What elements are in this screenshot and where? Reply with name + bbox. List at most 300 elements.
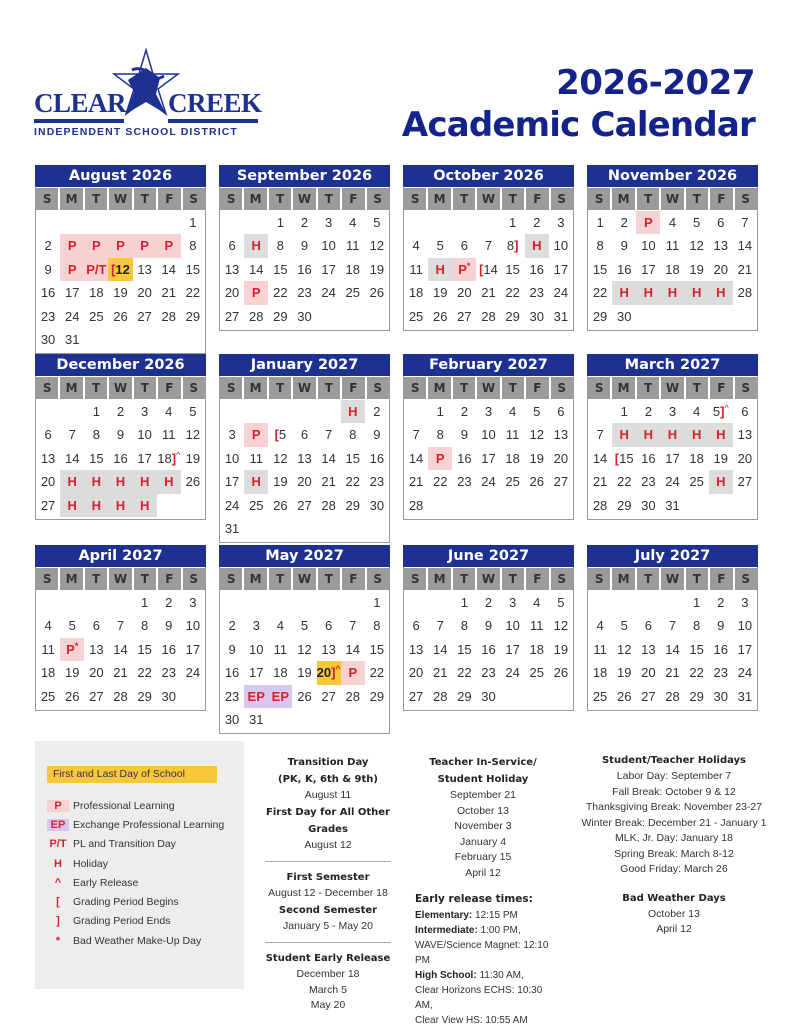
- day-cell: [549, 447, 573, 470]
- empty-day-cell: [244, 517, 268, 540]
- holiday-item: Fall Break: October 9 & 12: [612, 785, 736, 798]
- day-value: 19: [432, 285, 448, 301]
- day-value: 23: [641, 474, 656, 490]
- day-value: 30: [481, 688, 496, 704]
- day-cell: [108, 494, 132, 517]
- transition-day-grades: (PK, K, 6th & 9th): [278, 774, 378, 785]
- day-cell: [428, 447, 452, 470]
- day-value: 4: [693, 404, 701, 419]
- empty-day-cell: [84, 211, 108, 234]
- day-value: 18: [157, 450, 172, 466]
- day-cell: [181, 661, 205, 684]
- day-value: 13: [321, 641, 336, 657]
- weekday-label: T: [502, 377, 524, 399]
- empty-day-cell: [157, 211, 181, 234]
- day-cell: [612, 661, 636, 684]
- day-value: 1: [460, 595, 468, 610]
- day-cell: [181, 258, 205, 281]
- holiday-item: Winter Break: December 21 - January 1: [581, 816, 767, 829]
- day-cell: [157, 400, 181, 423]
- day-cell: [501, 400, 525, 423]
- day-value: 2: [460, 404, 468, 419]
- day-cell: [452, 234, 476, 257]
- empty-day-cell: [268, 591, 292, 614]
- day-cell: [549, 470, 573, 493]
- weekday-label: T: [269, 188, 291, 210]
- day-value: 31: [248, 711, 264, 727]
- logo-rule-right: [168, 119, 258, 123]
- day-value: 2: [373, 404, 381, 419]
- day-value: 19: [113, 285, 128, 301]
- day-value: H: [691, 285, 702, 301]
- day-value: 15: [689, 641, 704, 657]
- day-value: 27: [641, 688, 656, 704]
- day-value: 7: [596, 427, 604, 443]
- day-value: P: [67, 261, 77, 277]
- weekday-label: W: [293, 568, 315, 590]
- week-row: [404, 494, 573, 517]
- day-value: 1: [373, 595, 381, 610]
- legend-item: [47, 815, 224, 834]
- day-value: 10: [553, 238, 569, 254]
- day-cell: [341, 661, 365, 684]
- day-value: 13: [713, 238, 728, 254]
- day-value: 18: [689, 450, 704, 466]
- day-value: 18: [408, 285, 424, 301]
- day-cell: [220, 447, 244, 470]
- day-cell: [525, 638, 549, 661]
- day-value: 1: [276, 215, 284, 230]
- day-value: 1: [189, 215, 197, 230]
- week-row: [36, 470, 205, 493]
- day-value: 20: [457, 285, 472, 301]
- day-value: 22: [616, 474, 632, 490]
- legend-item: [47, 796, 224, 815]
- day-value: 29: [369, 688, 385, 704]
- day-value: 14: [161, 261, 176, 277]
- week-row: [404, 470, 573, 493]
- day-value: 19: [185, 450, 201, 466]
- empty-day-cell: [525, 685, 549, 708]
- day-value: 15: [505, 261, 520, 277]
- day-cell: [404, 661, 428, 684]
- day-cell: [636, 661, 660, 684]
- week-row: [36, 614, 205, 637]
- day-value: 14: [321, 450, 336, 466]
- weekday-label: T: [686, 377, 708, 399]
- day-cell: [636, 614, 660, 637]
- day-value: 12: [529, 427, 544, 443]
- day-cell: [157, 305, 181, 328]
- day-cell: [636, 447, 660, 470]
- second-semester-heading: Second Semester: [278, 904, 378, 916]
- day-cell: [525, 661, 549, 684]
- day-cell: [709, 685, 733, 708]
- day-cell: [268, 258, 292, 281]
- day-value: 22: [137, 665, 152, 681]
- day-cell: [157, 591, 181, 614]
- weekday-label: T: [85, 188, 107, 210]
- holiday-item: Spring Break: March 8-12: [614, 847, 734, 860]
- weekday-label: S: [551, 568, 573, 590]
- day-cell: [268, 638, 292, 661]
- day-cell: [588, 305, 612, 328]
- weekday-label: T: [269, 568, 291, 590]
- day-value: 5: [68, 618, 76, 634]
- day-cell: [341, 211, 365, 234]
- info-column-dates: [253, 754, 403, 1014]
- day-cell: [709, 211, 733, 234]
- day-cell: [36, 661, 60, 684]
- day-value: 25: [345, 285, 360, 301]
- day-value: 17: [64, 285, 80, 301]
- day-value: P: [458, 261, 467, 277]
- day-value: 20: [408, 665, 424, 681]
- weekday-label: T: [134, 568, 156, 590]
- first-day-heading: First Day for All Other: [266, 806, 390, 818]
- day-value: 10: [248, 641, 264, 657]
- day-cell: [588, 281, 612, 304]
- month-calendar: [403, 165, 574, 331]
- day-cell: [709, 614, 733, 637]
- day-cell: [36, 234, 60, 257]
- day-cell: [733, 447, 757, 470]
- day-cell: [476, 423, 500, 446]
- day-cell: [317, 494, 341, 517]
- day-cell: [660, 470, 684, 493]
- day-value: 11: [409, 261, 423, 277]
- month-title: March 2027: [587, 354, 758, 376]
- day-cell: [341, 685, 365, 708]
- inservice-date: November 3: [454, 820, 512, 832]
- weekday-label: W: [477, 377, 499, 399]
- day-value: 4: [165, 404, 173, 419]
- day-value: 17: [553, 261, 569, 277]
- day-value: H: [67, 474, 77, 490]
- day-cell: [501, 591, 525, 614]
- day-value: 16: [641, 450, 656, 466]
- day-value: 2: [228, 618, 236, 634]
- day-cell: [181, 447, 205, 470]
- day-value: 20: [553, 450, 569, 466]
- empty-day-cell: [341, 305, 365, 328]
- weekday-label: S: [183, 377, 205, 399]
- day-value: 15: [619, 450, 634, 466]
- day-value: H: [532, 238, 542, 254]
- day-cell: [404, 234, 428, 257]
- inservice-date: April 12: [465, 866, 501, 879]
- day-cell: [220, 423, 244, 446]
- day-value: 16: [457, 450, 472, 466]
- empty-day-cell: [108, 328, 132, 351]
- day-cell: [181, 281, 205, 304]
- day-cell: [317, 258, 341, 281]
- day-value: 23: [224, 688, 240, 704]
- week-row: [220, 211, 389, 234]
- month-calendar: [35, 354, 206, 520]
- day-value: 17: [481, 450, 496, 466]
- weekday-label: M: [244, 377, 266, 399]
- day-value: 11: [665, 238, 680, 254]
- day-cell: [404, 494, 428, 517]
- day-value: H: [251, 474, 261, 490]
- day-value: 12: [689, 238, 704, 254]
- day-value: 26: [529, 474, 544, 490]
- day-value: 17: [321, 261, 336, 277]
- weekday-label: W: [661, 377, 683, 399]
- month-calendar: [219, 165, 390, 331]
- day-value: 6: [741, 404, 749, 419]
- day-cell: [588, 423, 612, 446]
- week-row: [404, 591, 573, 614]
- day-cell: [733, 638, 757, 661]
- weekday-label: T: [134, 188, 156, 210]
- day-value: 11: [162, 427, 176, 443]
- weekday-label: M: [428, 568, 450, 590]
- weekday-label: W: [661, 188, 683, 210]
- day-value: 9: [484, 618, 493, 634]
- day-cell: [244, 423, 268, 446]
- legend-list: [47, 796, 224, 950]
- day-value: 27: [321, 688, 336, 704]
- day-cell: [108, 305, 132, 328]
- grading-period-ends-marker: ]: [331, 665, 336, 681]
- day-cell: [660, 400, 684, 423]
- day-cell: [157, 661, 181, 684]
- weekday-header-row: [220, 376, 389, 399]
- logo-subtitle: INDEPENDENT SCHOOL DISTRICT: [34, 126, 238, 138]
- day-cell: [476, 638, 500, 661]
- day-value: 18: [273, 665, 288, 681]
- legend-label: Grading Period Ends: [73, 915, 171, 928]
- day-value: 17: [505, 641, 520, 657]
- day-value: H: [67, 497, 77, 513]
- week-row: [220, 305, 389, 328]
- day-value: 1: [693, 595, 701, 610]
- day-cell: [157, 281, 181, 304]
- day-value: 29: [505, 308, 520, 324]
- day-value: 2: [44, 238, 52, 254]
- day-value: 12: [115, 261, 130, 277]
- day-value: 29: [345, 497, 360, 513]
- day-value: 20: [89, 665, 104, 681]
- weekday-label: T: [453, 377, 475, 399]
- day-value: H: [643, 427, 654, 443]
- day-value: 14: [483, 261, 498, 277]
- weekday-header-row: [588, 376, 757, 399]
- week-row: [588, 614, 757, 637]
- day-cell: [268, 614, 292, 637]
- day-cell: [404, 258, 428, 281]
- day-value: 3: [484, 404, 493, 419]
- day-value: 26: [273, 497, 288, 513]
- day-cell: [452, 305, 476, 328]
- day-value: 5: [557, 595, 565, 610]
- day-value: 11: [530, 618, 544, 634]
- weekday-label: T: [686, 188, 708, 210]
- week-row: [36, 591, 205, 614]
- weekday-header-row: [220, 567, 389, 590]
- weekday-label: T: [85, 377, 107, 399]
- week-row: [36, 328, 205, 351]
- day-value: 12: [185, 427, 201, 443]
- day-cell: [292, 494, 316, 517]
- day-cell: [317, 281, 341, 304]
- day-value: 2: [116, 404, 125, 419]
- day-cell: [36, 470, 60, 493]
- district-logo: [32, 48, 260, 140]
- day-cell: [244, 494, 268, 517]
- day-cell: [36, 258, 60, 281]
- day-value: 25: [408, 308, 424, 324]
- day-value: 4: [349, 215, 357, 230]
- day-cell: [452, 423, 476, 446]
- day-cell: [709, 591, 733, 614]
- day-cell: [244, 470, 268, 493]
- day-cell: [181, 614, 205, 637]
- empty-day-cell: [612, 591, 636, 614]
- day-value: 21: [592, 474, 608, 490]
- day-value: 21: [161, 285, 176, 301]
- day-value: 9: [165, 618, 173, 634]
- day-cell: [501, 258, 525, 281]
- day-value: 17: [137, 450, 152, 466]
- day-value: 26: [369, 285, 385, 301]
- day-value: 26: [64, 688, 80, 704]
- day-value: 10: [481, 427, 496, 443]
- day-value: 28: [113, 688, 128, 704]
- day-cell: [133, 661, 157, 684]
- day-value: 8: [141, 618, 149, 634]
- day-cell: [108, 638, 132, 661]
- day-cell: [588, 447, 612, 470]
- legend-label: Exchange Professional Learning: [73, 818, 225, 831]
- weekday-label: S: [404, 377, 426, 399]
- day-value: 10: [505, 618, 520, 634]
- day-value: 24: [665, 474, 680, 490]
- day-cell: [220, 614, 244, 637]
- empty-day-cell: [244, 591, 268, 614]
- weekday-label: F: [526, 568, 548, 590]
- day-cell: [452, 638, 476, 661]
- day-cell: [685, 281, 709, 304]
- day-value: 22: [432, 474, 448, 490]
- legend-item: [47, 835, 224, 854]
- day-cell: [612, 234, 636, 257]
- day-cell: [452, 281, 476, 304]
- day-cell: [636, 494, 660, 517]
- legend-key: P/T: [49, 838, 67, 851]
- day-value: 7: [484, 238, 493, 254]
- bad-weather-date: October 13: [648, 907, 700, 920]
- day-cell: [36, 328, 60, 351]
- empty-day-cell: [365, 517, 389, 540]
- day-value: 7: [349, 618, 357, 634]
- day-cell: [636, 400, 660, 423]
- legend-key: [: [56, 896, 60, 909]
- day-value: 7: [116, 618, 125, 634]
- day-value: 2: [300, 215, 309, 230]
- day-value: 1: [596, 215, 604, 230]
- day-cell: [60, 470, 84, 493]
- day-value: 10: [185, 618, 201, 634]
- empty-day-cell: [365, 305, 389, 328]
- day-cell: [84, 305, 108, 328]
- day-value: 30: [369, 497, 385, 513]
- day-value: 1: [620, 404, 628, 419]
- weekday-label: T: [134, 377, 156, 399]
- day-cell: [133, 234, 157, 257]
- weekday-label: T: [637, 568, 659, 590]
- empty-day-cell: [60, 591, 84, 614]
- day-value: 2: [644, 404, 652, 419]
- page-title: [402, 62, 755, 146]
- day-cell: [244, 708, 268, 731]
- day-value: 13: [641, 641, 656, 657]
- day-cell: [685, 258, 709, 281]
- day-value: 22: [592, 285, 608, 301]
- weekday-label: W: [293, 377, 315, 399]
- day-value: 25: [505, 474, 520, 490]
- legend-label: Professional Learning: [73, 799, 175, 812]
- day-cell: [84, 685, 108, 708]
- weekday-label: M: [244, 568, 266, 590]
- day-cell: [685, 234, 709, 257]
- month-title: April 2027: [35, 545, 206, 567]
- day-value: 3: [741, 595, 749, 610]
- empty-day-cell: [181, 685, 205, 708]
- day-value: 5: [693, 215, 701, 230]
- day-value: 6: [460, 238, 468, 254]
- legend-label: Grading Period Begins: [73, 896, 179, 909]
- day-value: 30: [641, 497, 656, 513]
- day-value: 14: [408, 450, 424, 466]
- week-row: [220, 591, 389, 614]
- month-calendar: [219, 545, 390, 734]
- day-value: 20: [713, 261, 728, 277]
- day-cell: [501, 305, 525, 328]
- holiday-item: Good Friday: March 26: [620, 863, 728, 875]
- week-row: [404, 400, 573, 423]
- week-row: [404, 614, 573, 637]
- day-cell: [525, 281, 549, 304]
- day-value: 4: [668, 215, 677, 230]
- day-value: 29: [273, 308, 288, 324]
- day-value: 9: [460, 427, 468, 443]
- day-value: P: [644, 215, 653, 230]
- day-value: 24: [64, 308, 80, 324]
- day-value: 28: [665, 688, 680, 704]
- day-cell: [476, 685, 500, 708]
- empty-day-cell: [341, 517, 365, 540]
- empty-day-cell: [292, 400, 316, 423]
- day-cell: [108, 614, 132, 637]
- day-cell: [428, 661, 452, 684]
- day-cell: [36, 305, 60, 328]
- empty-day-cell: [220, 400, 244, 423]
- day-value: 15: [369, 641, 385, 657]
- day-value: 26: [616, 688, 632, 704]
- day-cell: [525, 591, 549, 614]
- day-cell: [157, 258, 181, 281]
- day-cell: [365, 661, 389, 684]
- day-cell: [549, 211, 573, 234]
- day-cell: [244, 234, 268, 257]
- day-cell: [525, 400, 549, 423]
- day-value: 12: [273, 450, 288, 466]
- empty-day-cell: [709, 494, 733, 517]
- day-value: 17: [641, 261, 656, 277]
